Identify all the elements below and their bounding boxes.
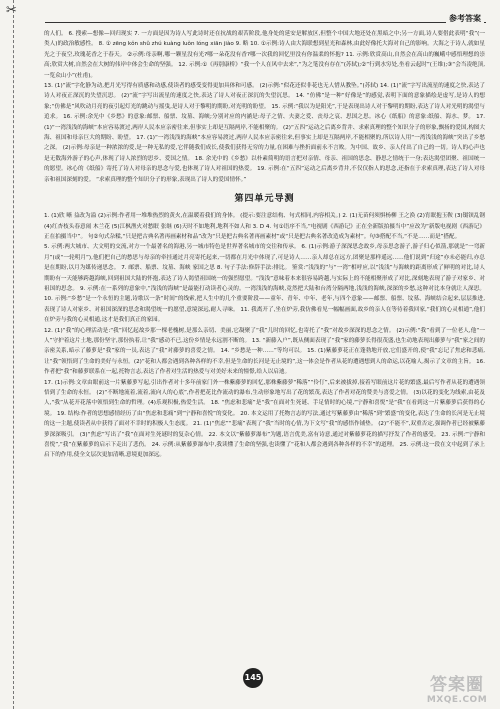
paragraph: 5. 示例:两大城市、大文明的交流,对方一个最著名的海港,另一城市特色是世界著名城市的交往和传承。 6. (1)示例:游子深深思念故乡,母亲思念游子,游子归心似箭,那就是“一弯新月”(或“一轮明月”),他们把自己的愁思与母亲的牵挂通过月亮寄托起来,一切都在月光中体现了,可是诗人……亲人却总在远方,团聚是那样遥远……他们说到“归途”亦未必能归,亦总是在期盼,以月为媒传递思念。 7. 邮票、船票、坟墓、海峡 家国之思 8. 句子手法:修辞手法:排比。 鉴赏:“浅浅的”与“一湾”相呼应,以“浅浅”与海峡的距离形成了鲜明的对比,诗人期盼有一天能够跨越海峡,回到祖国大陆的怀抱,表达了诗人渴望祖国统一的强烈愿望。“浅浅”意味着本来很容易跨越,与实际上的不能相聚形成了对比,深刻地表现了游子对家乡、对祖国的思念。 9. 示例:在一系列的意象中,“浅浅的海峡”是最能打动读者心灵的。一湾浅浅的海峡,竟然把大陆和台湾分隔两地,浅浅的海峡,深深的乡愁,这种对比本身就让人深思。 10. 示例:“乡愁”是一个永恒的主题,诗歌以一条“时间”的线索,把人生中的几个重要阶段——童年、青年、中年、老年,与四个意象——邮票、船票、坟墓、海峡结合起来,层层推进,表现了诗人对家乡、对祖国深深的思念和渴望统一的愿望,意境深远,耐人寻味。 11. 我离开了,坐在炉旁,我仿佛看见一幅幅画面,故乡的亲人在等待着我回家,“我们的心灵相通”,他们在炉旁与我的心灵相通,这才是我们真正的家园。 — [44, 244, 485, 324]
header-label: 参考答案 — [446, 13, 484, 24]
paragraph: 的人们。 6. 搜索—想像—回归现实 7. 一方面是因为诗人写此诗时还在抗战的艰苦阶段,他身处的延安是解放区,但整个中国大地还处在黑暗之中;另一方面,诗人要借此表明“我”(一类人)的政治敏感性。 8. ① zēng kǒn shǔ zhú kuàng luǒn lóng xiān jiào 9. 略 10. ①示例:诗人由大海联想到星光和森林,由此好像托大海对自己的影响。大海之于诗人,就如星光之于夜空,玫瑰花香之于春天。 ②示例:母亲啊,哪一颗星没有光?哪一朵花没有香?哪一次我的回忆里没有你温柔的怀抱? 11. 示例:欣赏高山,自然会在高山的巍峨中感悟理想的崇高;欣赏大树,自然会在大树的伟岸中体会生命的坚强。 12. 示例:①《再别康桥》“我一个人在风中去来”,“为之笔没有存在”(苏轼);②“行到水穷处,坐看云起时”(王维);③“会当凌绝顶,一览众山小”(杜甫)。 — [44, 31, 485, 79]
scissors-icon: ✂ — [6, 3, 17, 18]
paragraph: 13. (1)“流”字化静为动,把月光写得有质感和动感,使读者的感受变得更加具体和可感。 (2)示例:“似花还似非花也无人惜从教坠。”(苏轼) 14. (1)“流”字写出流星的速度之快,表达了诗人对夜正深沉的失望沉思。 (2)“流”字写出流星的速度之快,表达了诗人对夜正深沉的失望沉思。 14. “仿佛”是一种“好像是”的感觉,表明下面的意象描绘是虚写,是诗人的想象;“仿佛是”风吹动月亮的夜引起灯光的跳动与摇曳,是诗人对于黎明的期盼,对光明的盼望。 15. 示例:“我以为是阳光”,于是表现出诗人对于黎明的期盼,表达了诗人对光明的渴望与追求。 16. 示例:余光中《乡愁》的意象:邮票、船票、坟墓、海峡;分别对应的内涵是:母子之情、夫妻之爱、丧母之哀、思国之思。冰心《纸船》的意象:纸船、海水、梦。 17. (1)“一湾浅浅的海峡”本应容易渡过,两岸人民本应亲密往来,但事实上却是互隔两岸,不能相聚的。 (2)“五四”运动之后离乡背井、求索真理的整个知识分子的形象,飘扬的爱国,构图大海、祖国和母亲巨大的期盼、盼望。 17. (1)“一湾浅浅的海峡”本应容易渡过,两岸人民本应亲密往来,但事实上却是互隔两岸,不能相聚的,所以诗人用“一湾浅浅的海峡”突出了乡愁之深。 (2)示例:母亲是一种浓浓的爱,是一种无私的爱,它伴随我们成长,使我们获得无穷的力量,在困难与挫折面前永不言败。为中国、故乡、亲人付出了自己的一切。诗人的心声也是无数海外游子的心声,体现了诗人浓烈的思乡、爱国之情。 18. 余光中的《乡愁》以朴素简明的语言把对亲情、母亲、祖国的思念、静思之情统于一身;表达渴望团聚、祖国统一的愿望。冰心的《纸船》寄托了诗人对母亲的思念与爱,也体现了诗人对祖国的热爱。 19. 示例:在“五四”运动之后离乡背井,不仅仅指人的思念,还指在于求索真理,表达了诗人对母亲和祖国深刻的爱。 “求索真理的整个知识分子的形象,表现出了诗人的爱国情怀。” — [44, 83, 485, 183]
watermark-logo — [422, 676, 492, 705]
paragraph: 17. (1)示例:文章由眼前这一片紫藤萝写起,引出作者对十多年前家门外一株紫藤萝的回忆,那株紫藤萝“稀落”“伶仃”,后来被拔掉,接着写眼前这片花的繁盛,最后写作者从花的遭遇领悟到了生命的永恒。 (2)“不断地流着,流着,流向人的心底”,作者把花比作流动的瀑布,生动形象地写出了花的繁茂,表达了作者对花的赞美与喜爱之情。 (3)以花的变化为线索,由花及人,“我”从花开花落中领悟到生命的哲理。(4)乐观积极,热爱生活。 18. “焦虑和悲痛”是“我”在面对生死谜、手足情时的心境,“宁静和喜悦”是“我”在看到这一片紫藤萝后获得的心境。 19. 结构:作者的思想感情经历了由“焦虑和悲痛”到“宁静和喜悦”的变化。 20. 本文运用了托物言志的写法,通过写紫藤萝由“稀落”到“繁盛”的变化,表达了生命的长河是无止境的这一主题,使读者从中获得了面对不幸时的积极人生态度。 21. (1)“焦虑”“悲痛”表现了“我”当时的心情,为下文写“我”的感悟作铺垫。 (2)“不能不”,双重否定,强调作者已经被紫藤萝深深吸引。 (3)“焦虑”写出了“我”在面对生死谜时的复杂心情。 22. 本文以“紫藤萝瀑布”为题,语言优美,富有诗意,通过对紫藤萝花的描写抒发了作者的感受。 23. 示例:“宁静和喜悦”,“我”在紫藤萝的启示下走出了悲伤。 24. 示例:从紫藤萝瀑布中,我读懂了生命的坚强,也读懂了“花和人都会遇到各种各样的不幸”的道理。 25. 示例:这一段在文中起到了承上启下的作用,使全文层次更加清晰,意境更加深远。 — [44, 379, 485, 459]
watermark-en: MXQE.COM — [426, 695, 488, 705]
paragraph: 12. (1)“我”的心理活动是:“我”回忆起故乡那一棵老槐树,是那么亲切、美丽,它凝聚了“我”儿时的回忆,也寄托了“我”对故乡深深的思念之情。 (2)示例:“我”看到了一位老人,他“一人”守护着这片土地,那份坚守,那份执着,让“我”感动不已,这份乡情是永远割不断的。 13. “新藤入户”,既从侧面表现了“我”家的藤萝长得很茂盛,也生动地表现出藤萝与“我”家之间的亲密关系,暗示了藤萝是“我”家的一员,表达了“我”对藤萝的喜爱之情。 14. “乡愁是一种……”等均可以。 15. (1)紫藤萝花正在蓬勃地开放,它们盛开的,使“我”忘记了焦虑和悲痛,让“我”领悟到了生命的美好与永恒。(2)“花和人都会遇到各种各样的不幸,但是生命的长河是无止境的”,这一体会是作者从花的遭遇想到人的命运,以花喻人,揭示了文章的主旨。 16. 作者把“我”和藤萝联系在一起,托物言志,表达了作者对生活的热爱与对美好未来的憧憬,给人以启迪。 — [44, 327, 485, 376]
section-title: 第四单元导测 — [234, 194, 295, 205]
header-rule — [45, 14, 486, 23]
answer-text — [44, 29, 485, 671]
paragraph: 1. (1)欣 晰 益改为溢 (2)示例:作者用一堆堆热烈的黄火,在温暖着我们的身体。 (提示:要注意结构、句式相同,内容相关。) 2. (1)无苗何须惧杨柳 王之涣 (2)宵眠抱玉鞍 (3)镊铗乱钢 (4)红杏枝头春意闹 木兰花 (5)江枫渔火对愁眠 张继 (6)天时不如地利,地利不如人和 3. D 4. 句①语序不当,“电视剧《西游记》正在全新版拍摄当中”应改为“新版电视剧《西游记》正在拍摄当中”。 句②句式杂糅,“只是把古典名著再画素材和品”改为“只是把古典名著再画素材”或“只是把古典名著改造成为素材”。句③搭配不当,“不是……而是”搭配。 — [44, 213, 485, 240]
page-number: 145 — [243, 668, 263, 688]
cut-line — [13, 0, 14, 709]
watermark-cn: 答案圈 — [430, 675, 484, 695]
